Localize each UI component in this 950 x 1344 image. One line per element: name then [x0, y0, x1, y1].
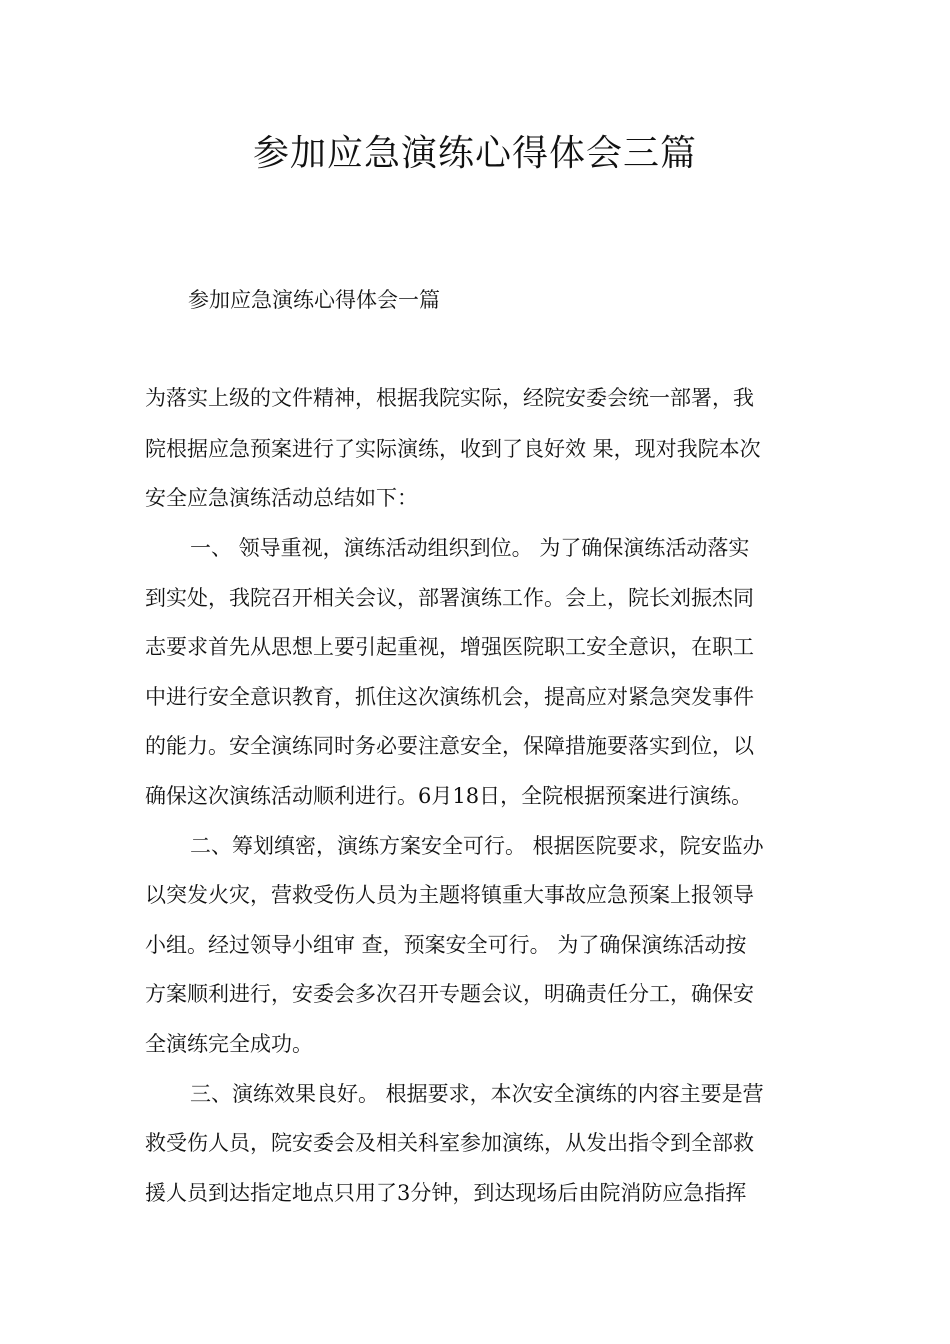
section-subtitle: 参加应急演练心得体会一篇 [188, 288, 440, 312]
paragraph-line: 小组。经过领导小组审 查，预案安全可行。 为了确保演练活动按 [145, 933, 747, 957]
paragraph-line: 全演练完全成功。 [145, 1032, 313, 1056]
paragraph-line: 救受伤人员，院安委会及相关科室参加演练，从发出指令到全部救 [145, 1131, 754, 1155]
paragraph-line: 一、 领导重视，演练活动组织到位。 为了确保演练活动落实 [190, 536, 750, 560]
paragraph-line: 二、筹划缜密，演练方案安全可行。 根据医院要求，院安监办 [190, 834, 764, 858]
paragraph-line: 的能力。安全演练同时务必要注意安全，保障措施要落实到位，以 [145, 734, 754, 758]
paragraph-line: 方案顺利进行，安委会多次召开专题会议，明确责任分工，确保安 [145, 982, 754, 1006]
paragraph-line: 中进行安全意识教育，抓住这次演练机会，提高应对紧急突发事件 [145, 685, 754, 709]
paragraph-line: 为落实上级的文件精神，根据我院实际，经院安委会统一部署，我 [145, 386, 754, 410]
document-title: 参加应急演练心得体会三篇 [252, 133, 697, 174]
paragraph-line: 志要求首先从思想上要引起重视，增强医院职工安全意识，在职工 [145, 635, 754, 659]
paragraph-line: 援人员到达指定地点只用了3分钟，到达现场后由院消防应急指挥 [145, 1181, 747, 1205]
paragraph-line: 安全应急演练活动总结如下： [145, 486, 418, 510]
paragraph-line: 院根据应急预案进行了实际演练，收到了良好效 果，现对我院本次 [145, 437, 761, 461]
paragraph-line: 确保这次演练活动顺利进行。6月18日，全院根据预案进行演练。 [145, 784, 753, 808]
paragraph-line: 以突发火灾，营救受伤人员为主题将镇重大事故应急预案上报领导 [145, 883, 754, 907]
paragraph-line: 到实处，我院召开相关会议，部署演练工作。会上，院长刘振杰同 [145, 586, 754, 610]
paragraph-line: 三、演练效果良好。 根据要求，本次安全演练的内容主要是营 [190, 1082, 764, 1106]
